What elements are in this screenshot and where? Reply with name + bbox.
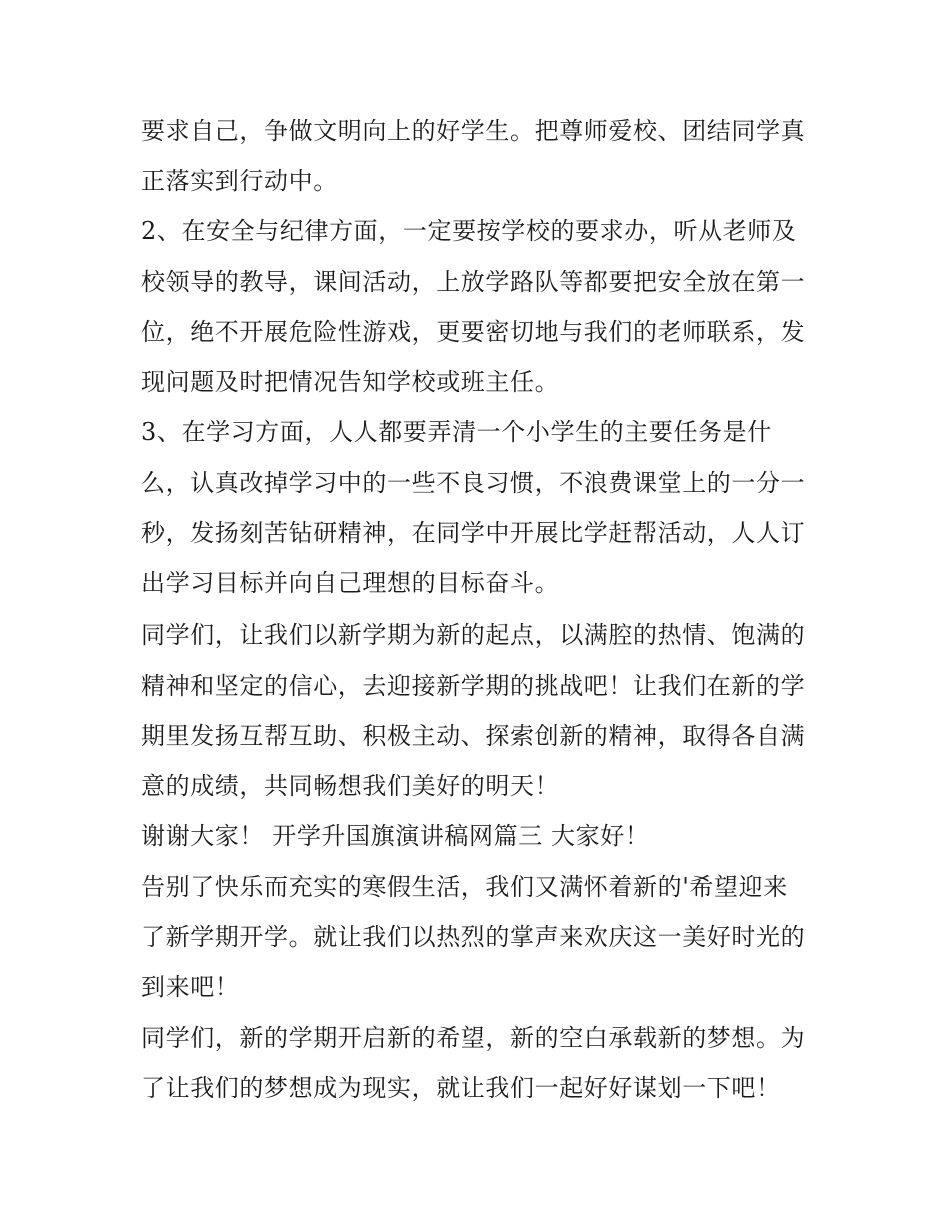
text-line: 谢谢大家！ 开学升国旗演讲稿网篇三 大家好！: [141, 822, 650, 850]
text-line: 正落实到行动中。: [141, 167, 338, 195]
text-line: 3、在学习方面，人人都要弄清一个小学生的主要任务是什: [141, 418, 772, 446]
text-line: 要求自己，争做文明向上的好学生。把尊师爱校、团结同学真: [141, 117, 806, 145]
text-line: 期里发扬互帮互助、积极主动、探索创新的精神，取得各自满: [141, 722, 806, 750]
text-line: 么，认真改掉学习中的一些不良习惯，不浪费课堂上的一分一: [141, 469, 806, 497]
text-line: 同学们，让我们以新学期为新的起点，以满腔的热情、饱满的: [141, 621, 806, 649]
text-line: 2、在安全与纪律方面，一定要按学校的要求办，听从老师及: [141, 217, 797, 245]
text-line: 了让我们的梦想成为现实，就让我们一起好好谋划一下吧！: [141, 1074, 781, 1102]
text-line: 位，绝不开展危险性游戏，更要密切地与我们的老师联系，发: [141, 318, 806, 346]
text-line: 现问题及时把情况告知学校或班主任。: [141, 368, 560, 396]
text-line: 意的成绩，共同畅想我们美好的明天！: [141, 772, 560, 800]
text-line: 告别了快乐而充实的寒假生活，我们又满怀着新的'希望迎来: [141, 873, 788, 901]
text-line: 同学们，新的学期开启新的希望，新的空白承载新的梦想。为: [141, 1024, 806, 1052]
text-line: 了新学期开学。就让我们以热烈的掌声来欢庆这一美好时光的: [141, 923, 806, 951]
text-line: 秒，发扬刻苦钻研精神，在同学中开展比学赶帮活动，人人订: [141, 519, 806, 547]
text-line: 校领导的教导，课间活动，上放学路队等都要把安全放在第一: [141, 268, 806, 296]
text-line: 到来吧！: [141, 973, 240, 1001]
text-line: 精神和坚定的信心，去迎接新学期的挑战吧！让我们在新的学: [141, 672, 806, 700]
text-line: 出学习目标并向自己理想的目标奋斗。: [141, 569, 560, 597]
